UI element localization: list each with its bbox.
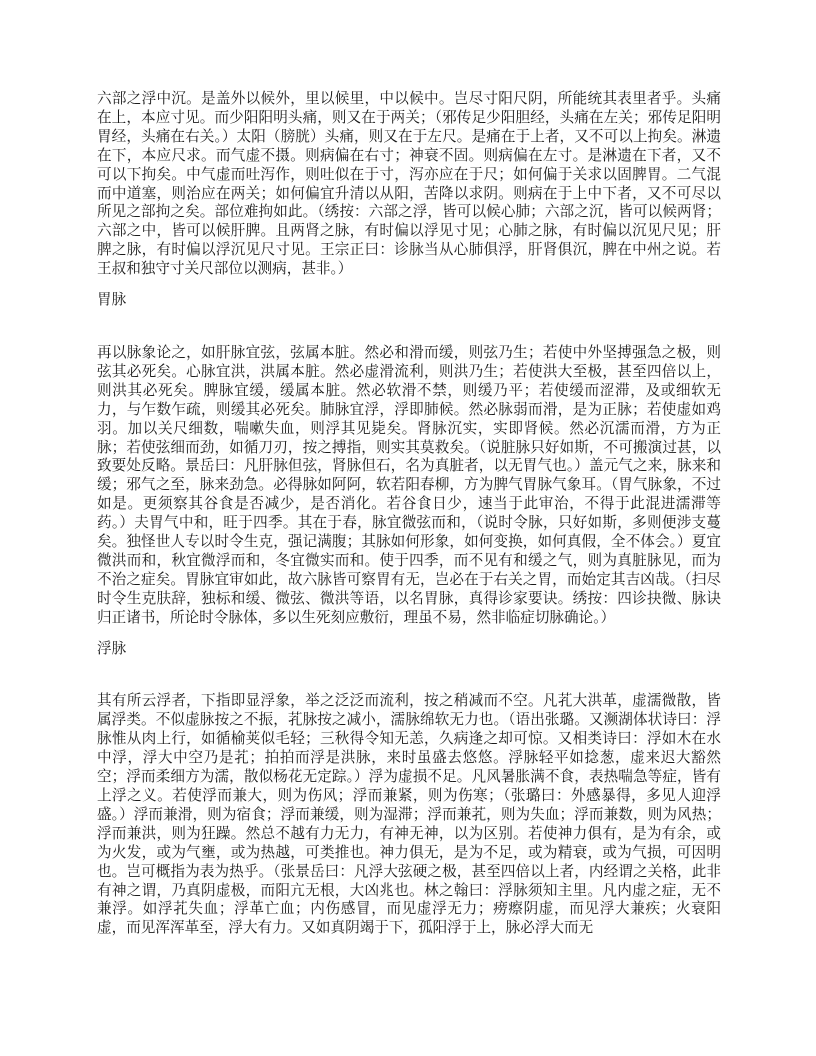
heading-stomach-pulse: 胃脉 bbox=[97, 292, 127, 309]
paragraph-floating-pulse: 其有所云浮者，下指即显浮象，举之泛泛而流利，按之稍减而不空。凡芤大洪革，虚濡微散，皆属浮类。不似虚脉按之不振，芤脉按之减小，濡脉绵软无力也。（语出张璐。又濒湖体状诗曰：浮脉惟从肉上行，如循榆荚似毛轻；三秋得令知无恙，久病逢之却可惊。又相类诗曰：浮如木在水中浮，浮大中空乃是芤；拍拍而浮是洪脉，来时虽盛去悠悠。浮脉轻平如捻葱，虚来迟大豁然空；浮而柔细方为濡，散似杨花无定踪。）浮为虚损不足。凡风暑胀满不食，表热喘急等症，皆有上浮之义。若使浮而兼大，则为伤风；浮而兼紧，则为伤寒；（张璐曰：外感暴得，多见人迎浮盛。）浮而兼滑，则为宿食；浮而兼缓，则为湿滞；浮而兼芤，则为失血；浮而兼数，则为风热；浮而兼洪，则为狂躁。然总不越有力无力，有神无神，以为区别。若使神力俱有，是为有余，或为火发，或为气壅，或为热越，可类推也。神力俱无，是为不足，或为精衰，或为气损，可因明也。岂可概指为表为热乎。（张景岳曰：凡浮大弦硬之极，甚至四倍以上者，内经谓之关格，此非有神之谓，乃真阴虚极，而阳亢无根，大凶兆也。林之翰曰：浮脉须知主里。凡内虚之症，无不兼浮。如浮芤失血；浮革亡血；内伤感冒，而见虚浮无力；痨瘵阴虚，而见浮大兼疾；火衰阳虚，而见浑浑革至，浮大有力。又如真阴竭于下，孤阳浮于上，脉必浮大而无 bbox=[97, 693, 721, 937]
paragraph-pulse-positions: 六部之浮中沉。是盖外以候外，里以候里，中以候中。岂尽寸阳尺阴，所能统其表里者乎。头痛在上，本应寸见。而少阳阳明头痛，则又在于两关；（邪传足少阳胆经，头痛在左关；邪传足阳明胃经，头痛在右关。）太阳（膀胱）头痛，则又在于左尺。是痛在于上者，又不可以上拘矣。淋遗在下，本应尺求。而气虚不摄。则病偏在右寸；神衰不固。则病偏在左寸。是淋遗在下者，又不可以下拘矣。中气虚而吐泻作，则吐似在于寸，泻亦应在于尺；如何偏于关求以固脾胃。二气混而中道塞，则治应在两关；如何偏宜升清以从阳，苦降以求阴。则病在于上中下者，又不可尽以所见之部拘之矣。部位难拘如此。（绣按：六部之浮，皆可以候心肺；六部之沉，皆可以候两肾；六部之中，皆可以候肝脾。且两肾之脉，有时偏以浮见寸见；心肺之脉，有时偏以沉见尺见；肝脾之脉，有时偏以浮沉见尺寸见。王宗正曰：诊脉当从心肺俱浮，肝肾俱沉，脾在中州之说。若王叔和独守寸关尺部位以测病，甚非。） bbox=[97, 91, 721, 278]
paragraph-stomach-pulse: 再以脉象论之，如肝脉宜弦，弦属本脏。然必和滑而缓，则弦乃生；若使中外坚搏强急之极，则弦其必死矣。心脉宜洪，洪属本脏。然必虚滑流利，则洪乃生；若使洪大至极，甚至四倍以上，则洪其必死矣。脾脉宜缓，缓属本脏。然必软滑不禁，则缓乃平；若使缓而涩滞，及或细软无力，与乍数乍疏，则缓其必死矣。肺脉宜浮，浮即肺候。然必脉弱而滑，是为正脉；若使虚如鸡羽。加以关尺细数，喘嗽失血，则浮其见毙矣。肾脉沉实，实即肾候。然必沉濡而滑，方为正脉；若使弦细而劲，如循刀刃，按之搏指，则实其莫救矣。（说脏脉只好如斯，不可搬演过甚，以致要处反略。景岳曰：凡肝脉但弦，肾脉但石，名为真脏者，以无胃气也。）盖元气之来，脉来和缓；邪气之至，脉来劲急。必得脉如阿阿，软若阳春柳，方为脾气胃脉气象耳。（胃气脉象，不过如是。更须察其谷食是否减少，是否消化。若谷食日少，速当于此审治，不得于此混进濡滞等药。）夫胃气中和，旺于四季。其在于春，脉宜微弦而和，（说时令脉，只好如斯，多则便涉支蔓矣。独怪世人专以时令生克，强记满腹；其脉如何形象，如何变换，如何真假，全不体会。）夏宜微洪而和，秋宜微浮而和，冬宜微实而和。使于四季，而不见有和缓之气，则为真脏脉见，而为不治之症矣。胃脉宜审如此，故六脉皆可察胃有无，岂必在于右关之胃，而始定其吉凶哉。（扫尽时令生克肤辞，独标和缓、微弦、微洪等语，以名胃脉，真得诊家要诀。绣按：四诊抉微、脉诀归正诸书，所论时令脉体，多以生死刻应敷衍，理虽不易，然非临症切脉确论。） bbox=[97, 344, 721, 626]
heading-floating-pulse: 浮脉 bbox=[97, 640, 127, 657]
